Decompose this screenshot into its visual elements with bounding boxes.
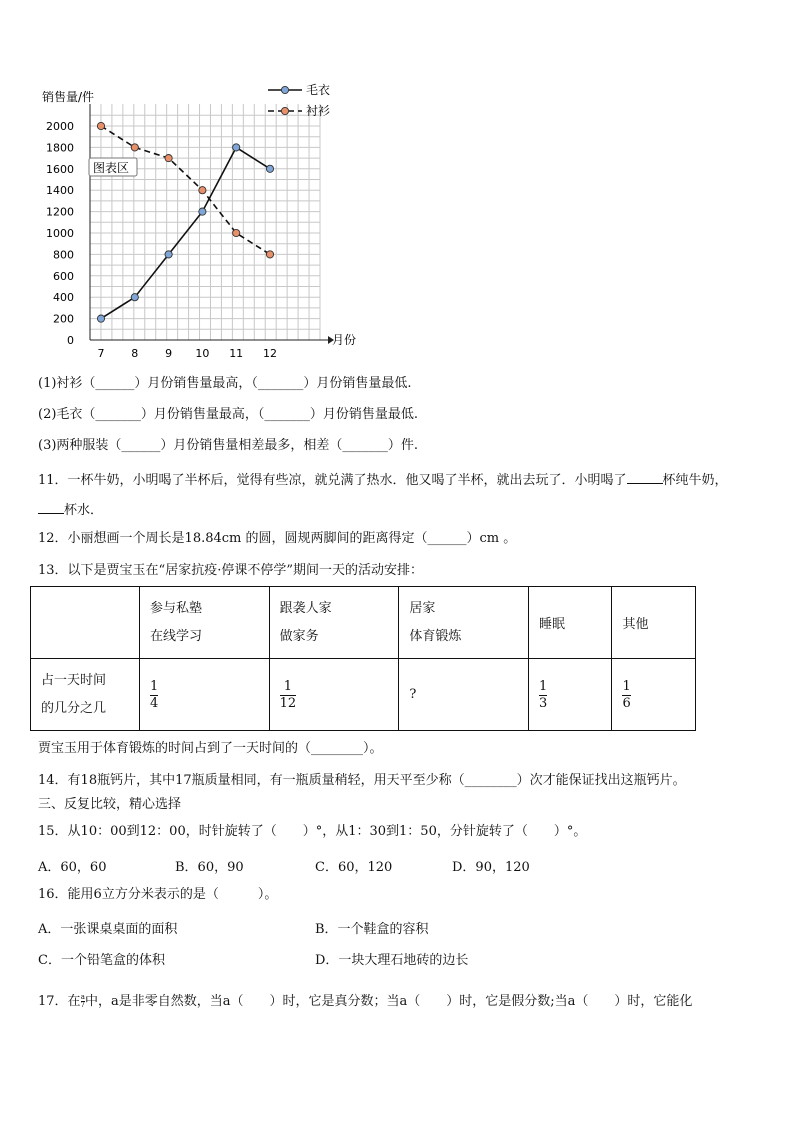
y-tick-label: 1600 [46,162,74,176]
chart-area-tooltip [89,158,137,176]
fraction-cell: $\frac{1}{12}$ [269,659,399,731]
x-tick-label: 8 [131,347,139,360]
x-tick-label: 9 [165,347,173,360]
table-header-cell: 睡眠 [528,587,611,659]
table-header-cell: 其他 [612,587,696,659]
q14: 14．有18瓶钙片，其中17瓶质量相同，有一瓶质量稍轻，用天平至少称（________）次才能保证找出这瓶钙片。 [38,773,686,788]
data-point [233,144,240,151]
table-header-cell: 居家 体育锻炼 [399,587,529,659]
q15-option-b[interactable]: B．60，90 [175,860,244,875]
q13-question: 贾宝玉用于体育锻炼的时间占到了一天时间的（________）。 [38,741,383,756]
table-header-cell: 跟袭人家 做家务 [269,587,399,659]
q11-blank-2[interactable] [38,500,64,514]
table-corner-cell [31,587,140,659]
y-tick-label: 1800 [46,141,74,155]
q17 [38,994,692,1010]
fraction-cell-unknown: ? [399,659,529,731]
y-tick-label: 1200 [46,205,74,219]
data-point [165,251,172,258]
table-row-label: 占一天时间 的几分之几 [31,659,140,731]
x-axis-label: 月份 [332,333,357,347]
x-tick-label: 12 [263,347,277,360]
legend-label: 衬衫 [306,104,331,118]
q10-part1: (1)衬衫（______）月份销售量最高，（_______）月份销售量最低. [38,376,412,391]
q16-option-c[interactable]: C．一个铅笔盒的体积 [38,953,165,968]
chart-legend [268,83,330,118]
q16-option-a[interactable]: A．一张课桌桌面的面积 [38,922,178,937]
x-tick-label: 11 [229,347,244,360]
q12: 12．小丽想画一个周长是18.84cm 的圆，圆规两脚间的距离得定（______）cm 。 [38,531,517,546]
data-point [266,165,273,172]
table-row [31,659,696,731]
q16-stem: 16．能用6立方分米表示的是（ ）。 [38,887,278,902]
q10-part2: (2)毛衣（_______）月份销售量最高，（_______）月份销售量最低. [38,407,419,422]
y-tick-label: 800 [53,248,74,262]
data-point [97,122,104,129]
y-axis-label: 销售量/件 [42,90,95,104]
q17-fraction: $\frac{a}{7}$ [80,993,86,1009]
q15-stem: 15．从10：00到12：00，时针旋转了（ ）°，从1：30到1：50，分针旋转了（ ）°。 [38,824,587,839]
data-point [131,144,138,151]
q17-prefix: 17．在 [38,994,81,1009]
fraction-cell: $\frac{1}{4}$ [140,659,270,731]
q13-title: 13．以下是贾宝玉在“居家抗疫·停课不停学”期间一天的活动安排： [38,563,423,578]
data-point [97,315,104,322]
data-point [233,229,240,236]
q11-line2 [38,500,103,519]
schedule-table [30,586,696,731]
y-tick-label: 600 [53,269,74,283]
data-point [199,187,206,194]
table-header-cell: 参与私塾 在线学习 [140,587,270,659]
y-tick-label: 0 [67,334,74,347]
section-3-heading: 三、反复比较，精心选择 [38,797,182,812]
q16-option-d[interactable]: D．一块大理石地砖的边长 [315,953,469,968]
q15-option-a[interactable]: A．60，60 [38,860,107,875]
legend-marker [281,107,288,114]
y-tick-label: 1400 [46,184,74,198]
x-tick-label: 7 [97,347,105,360]
y-tick-label: 400 [53,291,74,305]
fraction-cell: $\frac{1}{3}$ [528,659,611,731]
q11-blank-1[interactable] [627,470,663,484]
legend-label: 毛衣 [306,83,331,97]
q15-option-d[interactable]: D．90，120 [452,860,530,875]
q10-part3: (3)两种服装（______）月份销售量相差最多，相差（_______）件. [38,438,419,453]
chart-ticks [46,120,277,360]
data-point [131,294,138,301]
sales-line-chart [0,0,794,370]
fraction-cell: $\frac{1}{6}$ [612,659,696,731]
q17-rest: 中，a是非零自然数，当a（ ）时，它是真分数；当a（ ）时，它是假分数;当a（ ）时，它能化 [85,994,693,1009]
q15-option-c[interactable]: C．60，120 [315,860,393,875]
data-point [199,208,206,215]
data-point [165,155,172,162]
q11-text: 11．一杯牛奶，小明喝了半杯后，觉得有些凉，就兑满了热水．他又喝了半杯，就出去玩了．小明喝了 [38,473,627,488]
q16-option-b[interactable]: B．一个鞋盒的容积 [315,922,429,937]
legend-marker [281,86,288,93]
y-tick-label: 1000 [46,227,74,240]
data-point [266,251,273,258]
q11-line2-text: 杯水． [64,503,104,518]
tooltip-text: 图表区 [93,161,130,175]
y-tick-label: 2000 [46,120,74,133]
y-tick-label: 200 [53,312,74,326]
q11-after-blank: 杯纯牛奶， [662,473,728,488]
table-header-row [31,587,696,659]
q11-line1 [38,470,728,489]
x-tick-label: 10 [195,347,210,360]
